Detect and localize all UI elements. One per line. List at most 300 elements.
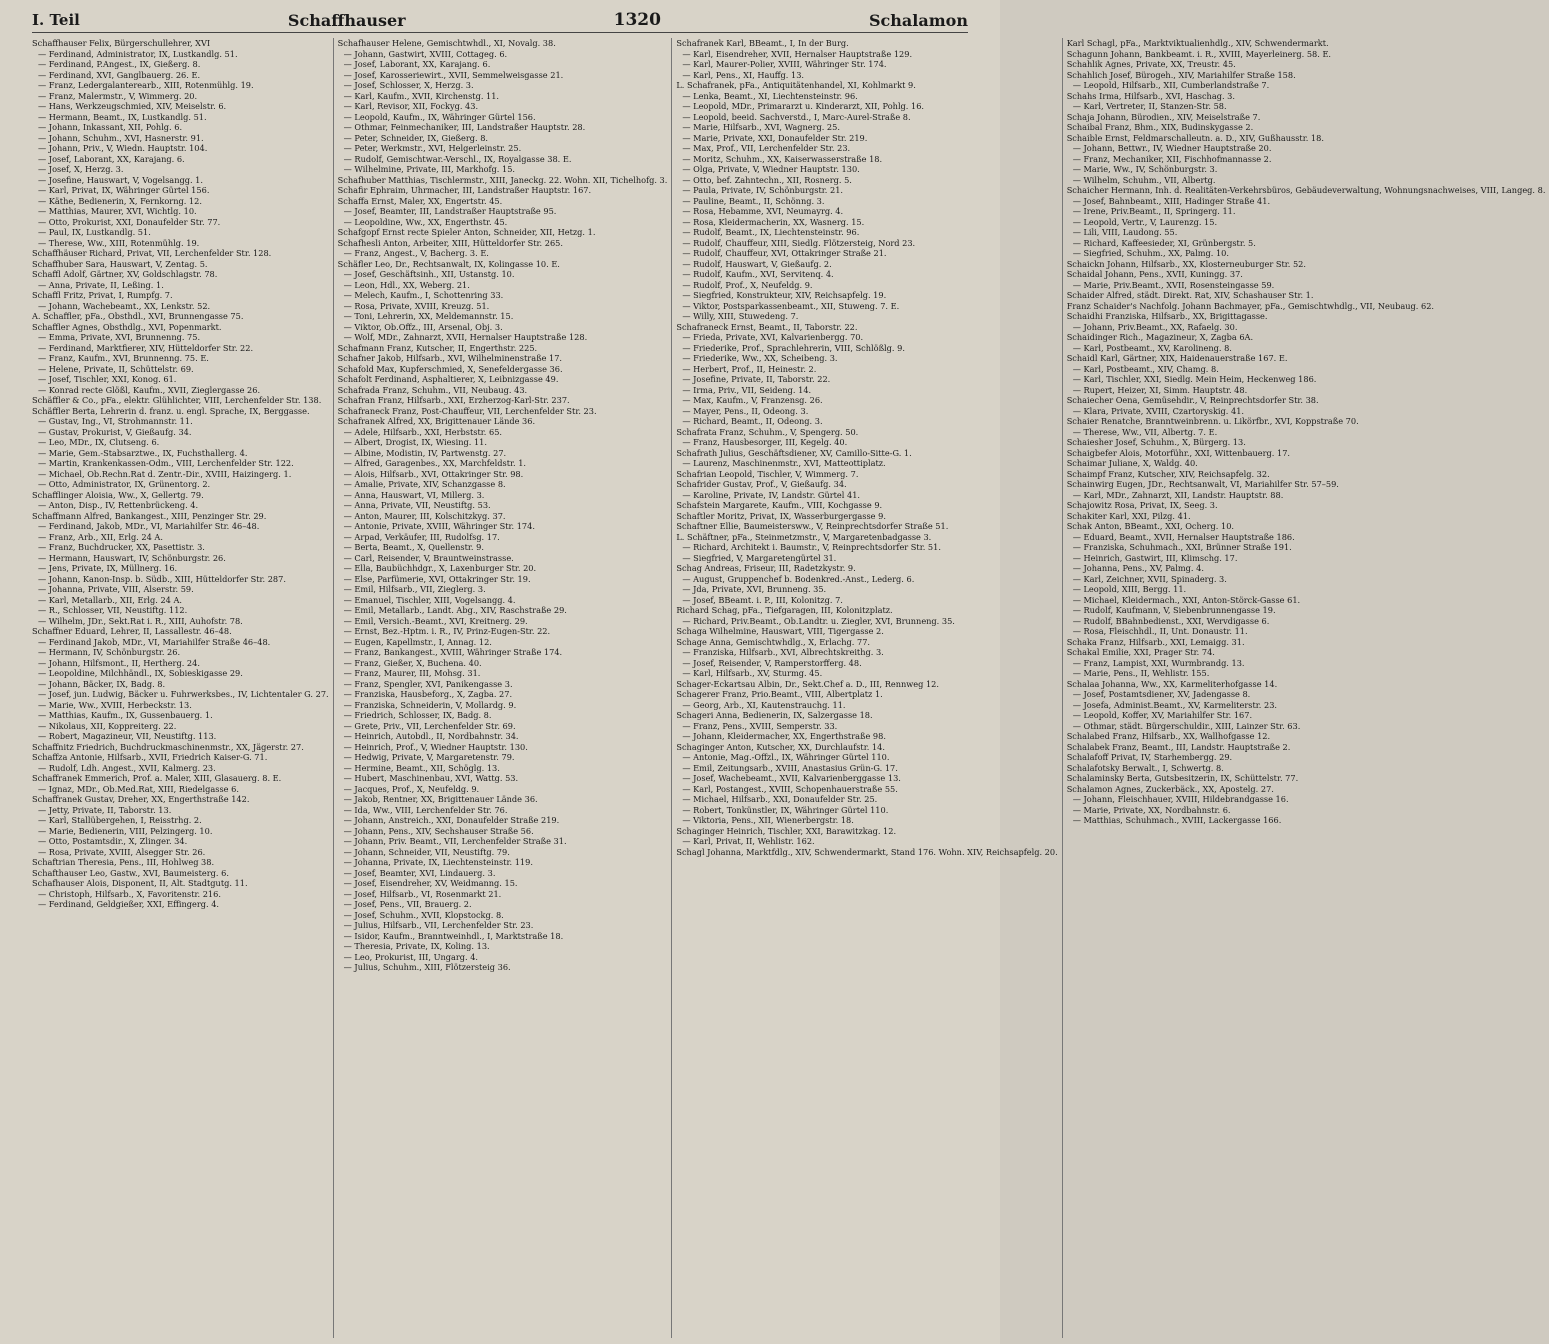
directory-entry: — Rudolf, Hauswart, V, Gießaufg. 2.	[682, 258, 832, 269]
directory-entry: — Franz, Pens., XVIII, Semperstr. 33.	[682, 720, 838, 731]
directory-entry: — Matthias, Schuhmach., XVIII, Lackergasse 166.	[1072, 815, 1282, 825]
directory-entry: — Robert, Tonkünstler, IX, Währinger Gürtel 110.	[682, 804, 889, 815]
directory-entry: Schalafotsky Berwalt., I, Schwertg. 8.	[1066, 762, 1224, 773]
directory-entry: — Franz, Malermstr., V, Wimmerg. 20.	[38, 90, 198, 101]
directory-entry: — Marie, Bedienerin, VIII, Pelzingerg. 10.	[38, 825, 213, 836]
directory-entry: Schalaa Johanna, Ww., XX, Karmeliterhofgasse 14.	[1066, 678, 1278, 689]
directory-entry: Schaffler Agnes, Obsthdlg., XVI, Popenmarkt.	[32, 321, 222, 332]
directory-entry: Schaffner Eduard, Lehrer, II, Lassallestr. 46–48.	[32, 626, 232, 636]
directory-entry: — Franziska, Schuhmach., XXI, Brünner Straße 191.	[1072, 542, 1292, 552]
directory-entry: Schagunn Johann, Bankbeamt. i. R., XVIII, Mayerleinerg. 58. E.	[1066, 48, 1332, 59]
directory-entry: — Siegfried, Schuhm., XX, Palmg. 10.	[1072, 248, 1229, 258]
directory-entry: — Ferdinand, Geldgießer, XXI, Effingerg. 4.	[38, 899, 220, 909]
part-label: I. Teil	[32, 11, 80, 29]
directory-entry: Schafhesli Anton, Arbeiter, XIII, Hütteldorfer Str. 265.	[337, 237, 563, 248]
directory-entry: — Viktor, Postsparkassenbeamt., XII, Stuweng. 7. E.	[682, 300, 900, 311]
directory-entry: — Franz, Kaufm., XVI, Brunnenng. 75. E.	[38, 353, 209, 363]
directory-entry: — Johanna, Pens., XV, Palmg. 4.	[1072, 563, 1204, 573]
directory-entry: Schaffl Adolf, Gärtner, XV, Goldschlagstr. 78.	[32, 269, 218, 279]
directory-entry: — Ferdinand Jakob, MDr., VI, Mariahilfer Straße 46–48.	[38, 636, 271, 647]
directory-entry: — Karl, Postbeamt., XIV, Chamg. 8.	[1072, 363, 1219, 374]
directory-entry: — Alois, Hilfsarb., XVI, Ottakringer Str. 98.	[343, 468, 524, 479]
directory-entry: Schaiecher Oena, Gemüsehdir., V, Reinprechtsdorfer Str. 38.	[1066, 395, 1319, 405]
directory-entry: — Antonie, Private, XVIII, Währinger Str. 174.	[343, 521, 535, 531]
directory-entry: — Karl, Postangest., XVIII, Schopenhauerstraße 55.	[682, 783, 898, 794]
directory-entry: — Johann, Bäcker, IX, Badg. 8.	[38, 678, 166, 689]
directory-entry: Schafflinger Aloisia, Ww., X, Gellertg. 79.	[32, 489, 204, 500]
directory-entry: — Therese, Ww., VII, Albertg. 7. E.	[1072, 426, 1218, 437]
directory-entry: — Karl, Zeichner, XVII, Spinaderg. 3.	[1072, 573, 1227, 584]
directory-entry: — Marie, Pens., II, Wehlistr. 155.	[1072, 668, 1210, 678]
directory-entry: — Franziska, Hausbeforg., X, Zagba. 27.	[343, 689, 513, 699]
directory-entry: — Moritz, Schuhm., XX, Kaiserwasserstraße 18.	[682, 153, 883, 164]
directory-entry: — Michael, Kleidermach., XXI, Anton-Störck-Gasse 61.	[1072, 594, 1301, 605]
directory-entry: — Jetty, Private, II, Taborstr. 13.	[38, 804, 172, 815]
directory-entry: — Olga, Private, V, Wiedner Hauptstr. 130.	[682, 164, 860, 174]
directory-entry: Schalabed Franz, Hilfsarb., XX, Wallhofgasse 12.	[1066, 731, 1271, 741]
directory-entry: — Otto, bef. Zahntechn., XII, Rosnerg. 5.	[682, 174, 852, 185]
directory-entry: — Johann, Inkassant, XII, Pohlg. 6.	[38, 122, 183, 132]
directory-entry: — Josef, Eisendreher, XV, Weidmanng. 15.	[343, 878, 518, 888]
directory-entry: — Otto, Administrator, IX, Grünentorg. 2.	[38, 479, 211, 489]
directory-entry: — Christoph, Hilfsarb., X, Favoritenstr. 216.	[38, 888, 221, 899]
directory-entry: — Arpad, Verkäufer, III, Rudolfsg. 17.	[343, 531, 500, 542]
directory-entry: Schaidal Johann, Pens., XVII, Kuningg. 37.	[1066, 269, 1243, 279]
directory-entry: — Eugen, Kapellmstr., I, Annag. 12.	[343, 636, 492, 647]
directory-entry: — Theresia, Private, IX, Koling. 13.	[343, 941, 490, 951]
directory-entry: Schahs Irma, Hilfsarb., XVI, Haschag. 3.	[1066, 90, 1235, 101]
directory-entry: — Johann, Anstreich., XXI, Donaufelder Straße 219.	[343, 815, 560, 825]
directory-entry: — Jacques, Prof., X, Neufeldg. 9.	[343, 783, 480, 794]
directory-entry: — Franz, Buchdrucker, XX, Pasettistr. 3.	[38, 542, 205, 552]
directory-entry: — Wilhelm, Schuhm., VII, Albertg.	[1072, 174, 1216, 185]
directory-entry: Schaffranek Gustav, Dreher, XX, Engerthstraße 142.	[32, 794, 250, 804]
directory-entry: Schafhauser Alois, Disponent, II, Alt. Stadtgutg. 11.	[32, 878, 248, 888]
directory-entry: — Othmar, städt. Bürgerschuldir., XIII, Lainzer Str. 63.	[1072, 720, 1301, 731]
directory-entry: — Marie, Ww., IV, Schönburgstr. 3.	[1072, 164, 1218, 174]
directory-entry: — Johanna, Private, VIII, Alserstr. 59.	[38, 584, 194, 594]
directory-entry: — Anna, Private, II, Leßing. 1.	[38, 279, 164, 290]
directory-entry: — Siegfried, Konstrukteur, XIV, Reichsapfelg. 19.	[682, 290, 887, 300]
directory-entry: — Emanuel, Tischler, XIII, Vogelsangg. 4.	[343, 594, 516, 605]
directory-entry: — Klara, Private, XVIII, Czartoryskig. 41.	[1072, 405, 1245, 416]
directory-entry: — Leopold, Vertr., V, Laurenzg. 15.	[1072, 216, 1218, 227]
directory-entry: — Julius, Schuhm., XIII, Flötzersteig 36.	[343, 962, 511, 972]
directory-entry: Schafgopf Ernst recte Spieler Anton, Schneider, XII, Hetzg. 1.	[337, 227, 596, 237]
directory-entry: L. Schafranek, pFa., Antiquitätenhandel, XI, Kohlmarkt 9.	[676, 80, 916, 90]
directory-entry: — Johann, Priv.Beamt., XX, Rafaelg. 30.	[1072, 321, 1238, 332]
directory-entry: Schaffhauser Felix, Bürgerschullehrer, XVI	[32, 38, 211, 48]
directory-entry: — Rosa, Hebamme, XVI, Neumayrg. 4.	[682, 206, 844, 216]
directory-entry: Schäfler Leo, Dr., Rechtsanwalt, IX, Kolingasse 10. E.	[337, 258, 560, 269]
directory-entry: — Leopoldine, Milchhändl., IX, Sobieskigasse 29.	[38, 668, 243, 678]
directory-entry: — Josef, Karosseriewirt., XVII, Semmelweisgasse 21.	[343, 69, 564, 80]
directory-entry: — Helene, Private, II, Schüttelstr. 69.	[38, 363, 194, 374]
directory-entry: — Else, Parfümerie, XVI, Ottakringer Str. 19.	[343, 573, 531, 584]
directory-entry: — Josef, Hilfsarb., VI, Rosenmarkt 21.	[343, 888, 502, 899]
directory-entry: — Robert, Magazineur, VII, Neustiftg. 113.	[38, 731, 217, 741]
directory-entry: — Hermine, Beamt., XII, Schöglg. 13.	[343, 762, 500, 773]
directory-entry: — Franz, Ledergalanterearb., XIII, Rotenmühlg. 19.	[38, 80, 254, 90]
directory-entry: — Jens, Private, IX, Müllnerg. 16.	[38, 563, 178, 573]
directory-entry: Schafolt Ferdinand, Asphaltierer, X, Leibnizgasse 49.	[337, 374, 559, 384]
directory-entry: — Marie, Private, XX, Nordbahnstr. 6.	[1072, 804, 1231, 815]
directory-entry: — Mayer, Pens., II, Odeong. 3.	[682, 405, 809, 416]
directory-entry: — Albert, Drogist, IX, Wiesing. 11.	[343, 437, 487, 447]
directory-entry: — Josefine, Private, II, Taborstr. 22.	[682, 374, 831, 384]
directory-entry: Schaffhuber Sara, Hauswart, V, Zentag. 5.	[32, 258, 208, 269]
directory-entry: — Johann, Wachebeamt., XX, Lenkstr. 52.	[38, 300, 211, 311]
directory-entry: — Johann, Hilfsmont., II, Hertherg. 24.	[38, 657, 200, 668]
directory-entry: — Marie, Ww., XVIII, Herbeckstr. 13.	[38, 699, 192, 710]
directory-entry: Schaickn Johann, Hilfsarb., XX, Klosterneuburger Str. 52.	[1066, 258, 1306, 269]
directory-entry: Schaibal Franz, Bhm., XIX, Budinskygasse 2.	[1066, 122, 1254, 132]
directory-entry: Schafrata Franz, Schuhm., V, Spengerg. 50.	[676, 426, 859, 437]
directory-entry: — Josef, Laborant, XX, Karajang. 6.	[38, 153, 185, 164]
directory-entry: — Ignaz, MDr., Ob.Med.Rat, XIII, Riedelgasse 6.	[38, 783, 239, 794]
directory-entry: — Leopold, Hilfsarb., XII, Cumberlandstraße 7.	[1072, 80, 1270, 90]
directory-entry: — Heinrich, Prof., V, Wiedner Hauptstr. 130.	[343, 741, 528, 752]
directory-entry: Schaicher Hermann, Inh. d. Realitäten-Verkehrsbüros, Gebäudeverwaltung, Wohnungsnachweises, VIII, Langeg. 8.	[1066, 185, 1546, 195]
directory-entry: — Gustav, Ing., VI, Strohmannstr. 11.	[38, 416, 193, 426]
directory-entry: Schaier Renatche, Branntweinbrenn. u. Likörfbr., XVI, Koppstraße 70.	[1066, 416, 1359, 426]
directory-entry: Schahlik Agnes, Private, XX, Treustr. 45.	[1066, 59, 1236, 69]
directory-entry: — Karl, Pens., XI, Hauffg. 13.	[682, 69, 804, 80]
directory-entry: Schafstein Margarete, Kaufm., VIII, Kochgasse 9.	[676, 500, 883, 510]
directory-entry: Schaigbefer Alois, Motorführ., XXI, Wittenbauerg. 17.	[1066, 447, 1291, 458]
directory-entry: — Albine, Modistin, IV, Partwenstg. 27.	[343, 447, 507, 458]
directory-entry: — Johann, Gastwirt, XVIII, Cottageg. 6.	[343, 48, 508, 59]
directory-entry: — Josef, Schlosser, X, Herzg. 3.	[343, 80, 474, 90]
directory-entry: — Josef, Reisender, V, Ramperstorfferg. 48.	[682, 657, 862, 668]
directory-entry: — Hedwig, Private, V, Margaretenstr. 79.	[343, 752, 515, 762]
directory-entry: — Josef, X, Herzg. 3.	[38, 164, 124, 174]
directory-entry: — R., Schlosser, VII, Neustiftg. 112.	[38, 605, 188, 615]
directory-entry: — Laurenz, Maschinenmstr., XVI, Matteottiplatz.	[682, 458, 886, 468]
directory-entry: — Karl, Hilfsarb., XV, Sturmg. 45.	[682, 668, 823, 678]
directory-entry: — Karl, Privat, II, Wehlistr. 162.	[682, 836, 815, 846]
directory-entry: — Rudolf, Beamt., IX, Liechtensteinstr. 96.	[682, 227, 860, 237]
directory-entry: Schagl Johanna, Marktfdlg., XIV, Schwendermarkt, Stand 176. Wohn. XIV, Reichsapfelg. 20.	[676, 846, 1058, 857]
directory-entry: — Rudolf, Chauffeur, XVI, Ottakringer Straße 21.	[682, 248, 887, 258]
directory-entry: — Emil, Metallarb., Landt. Abg., XIV, Raschstraße 29.	[343, 605, 567, 615]
directory-entry: — Ferdinand, XVI, Ganglbauerg. 26. E.	[38, 69, 201, 80]
directory-entry: — Josef, jun. Ludwig, Bäcker u. Fuhrwerksbes., IV, Lichtentaler G. 27.	[38, 689, 329, 699]
directory-entry: — Josef, Wachebeamt., XVII, Kalvarienberggasse 13.	[682, 773, 901, 783]
directory-entry: — Anton, Disp., IV, Rettenbrückeng. 4.	[38, 500, 199, 510]
directory-entry: Karl Schagl, pFa., Marktviktualienhdlg., XIV, Schwendermarkt.	[1066, 38, 1329, 48]
directory-entry: — Adele, Hilfsarb., XXI, Herbststr. 65.	[343, 426, 503, 437]
directory-entry: Schafrider Gustav, Prof., V, Gießaufg. 34.	[676, 479, 847, 489]
directory-entry: Schafhuber Matthias, Tischlermstr., XIII, Janeckg. 22. Wohn. XII, Tichelhofg. 3.	[337, 174, 668, 185]
directory-entry: — Ida, Ww., VIII, Lerchenfelder Str. 76.	[343, 804, 508, 815]
directory-entry: Richard Schag, pFa., Tiefgaragen, III, Kolonitzplatz.	[676, 605, 893, 615]
directory-entry: Schaffmann Alfred, Bankangest., XIII, Penzinger Str. 29.	[32, 510, 267, 521]
directory-entry: — Grete, Priv., VII, Lerchenfelder Str. 69.	[343, 720, 516, 731]
directory-entry: — Antonie, Mag.-Offzl., IX, Währinger Gürtel 110.	[682, 752, 890, 762]
directory-entry: — Heinrich, Autobdl., II, Nordbahnstr. 34.	[343, 731, 519, 741]
directory-entry: Schäffler Berta, Lehrerin d. franz. u. engl. Sprache, IX, Berggasse.	[32, 405, 310, 416]
directory-entry: — Richard, Priv.Beamt., Ob.Landtr. u. Ziegler, XVI, Brunneng. 35.	[682, 615, 955, 626]
directory-entry: Schafner Jakob, Hilfsarb., XVI, Wilhelminenstraße 17.	[337, 353, 563, 363]
directory-entry: — Ferdinand, Jakob, MDr., VI, Mariahilfer Str. 46–48.	[38, 521, 260, 531]
directory-entry: — Leopold, Koffer, XV, Mariahilfer Str. 167.	[1072, 710, 1253, 720]
directory-entry: — Franz, Spengler, XVI, Panikengasse 3.	[343, 678, 513, 689]
directory-entry: — Berta, Beamt., X, Quellenstr. 9.	[343, 542, 484, 552]
directory-entry: — Josef, Schuhm., XVII, Klopstockg. 8.	[343, 909, 504, 920]
directory-entry: — Karl, Vertreter, II, Stanzen-Str. 58.	[1072, 101, 1227, 111]
entry-columns	[32, 38, 1546, 1338]
directory-entry: — Matthias, Kaufm., IX, Gussenbauerg. 1.	[38, 710, 213, 720]
directory-entry: Schafir Ephraim, Uhrmacher, III, Landstraßer Hauptstr. 167.	[337, 185, 592, 195]
directory-entry: — Carl, Reisender, V, Brauntweinstrasse.	[343, 552, 514, 563]
column-3	[676, 38, 1062, 1338]
directory-entry: Schaiesher Josef, Schuhm., X, Bürgerg. 13.	[1066, 437, 1246, 447]
directory-entry: — Therese, Ww., XIII, Rotenmühlg. 19.	[38, 237, 200, 248]
directory-entry: — Franz, Arb., XII, Erlg. 24 A.	[38, 531, 163, 542]
directory-entry: — Johann, Schuhm., XVI, Hasnerstr. 91.	[38, 132, 204, 143]
directory-entry: Schafhauser Helene, Gemischtwhdl., XI, Novalg. 38.	[337, 38, 556, 48]
directory-entry: L. Schäftner, pFa., Steinmetzmstr., V, Margaretenbadgasse 3.	[676, 531, 932, 542]
directory-entry: Schage Anna, Gemischtwhdlg., X, Erlachg. 77.	[676, 636, 871, 647]
directory-entry: — Michael, Hilfsarb., XXI, Donaufelder Str. 25.	[682, 794, 878, 804]
directory-entry: — Anna, Private, VII, Neustiftg. 53.	[343, 500, 491, 510]
directory-entry: Schaider Alfred, städt. Direkt. Rat, XIV, Schashauser Str. 1.	[1066, 290, 1314, 300]
directory-entry: — Richard, Beamt., II, Odeong. 3.	[682, 416, 823, 426]
directory-entry: Schaidhi Franziska, Hilfsarb., XX, Brigittagasse.	[1066, 311, 1268, 321]
directory-entry: — Ella, Baubüchhdgr., X, Laxenburger Str. 20.	[343, 563, 537, 573]
directory-entry: — Josef, Geschäftsinh., XII, Ustanstg. 10.	[343, 269, 515, 279]
directory-entry: — Heinrich, Gastwirt, III, Klimschg. 17.	[1072, 552, 1238, 563]
directory-entry: Schalamon Agnes, Zuckerbäck., XX, Apostelg. 27.	[1066, 783, 1274, 794]
directory-entry: — Friedrich, Schlosser, IX, Badg. 8.	[343, 710, 492, 720]
directory-entry: — Georg, Arb., XI, Kautenstrauchg. 11.	[682, 699, 846, 710]
directory-entry: Schafranek Alfred, XX, Brigittenauer Lände 36.	[337, 416, 536, 426]
directory-entry: — Hermann, Hauswart, IV, Schönburgstr. 26.	[38, 552, 226, 563]
directory-entry: — Karl, Kaufm., XVII, Kirchenstg. 11.	[343, 90, 500, 101]
directory-entry: Schakal Emilie, XXI, Prager Str. 74.	[1066, 647, 1215, 657]
directory-entry: — Otto, Prokurist, XXI, Donaufelder Str. 77.	[38, 216, 221, 227]
directory-entry: Schaible Ernst, Feldmarschalleutn. a. D., XIV, Gußhausstr. 18.	[1066, 132, 1324, 143]
directory-entry: — Karl, Maurer-Polier, XVIII, Währinger Str. 174.	[682, 59, 887, 69]
directory-entry: Schafthauser Leo, Gastw., XVI, Baumeisterg. 6.	[32, 867, 229, 878]
directory-entry: — Josef, Tischler, XXI, Konog. 61.	[38, 374, 177, 384]
directory-entry: — Ferdinand, P.Angest., IX, Gießerg. 8.	[38, 59, 201, 69]
directory-entry: — Martin, Krankenkassen-Odm., VIII, Lerchenfelder Str. 122.	[38, 458, 294, 468]
directory-entry: — Anton, Maurer, III, Kolschitzkyg. 37.	[343, 510, 506, 521]
directory-entry: — Marie, Private, XXI, Donaufelder Str. 219.	[682, 132, 868, 143]
directory-entry: — Hans, Werkzeugschmied, XIV, Meiselstr. 6.	[38, 101, 227, 111]
directory-entry: — Karl, MDr., Zahnarzt, XII, Landstr. Hauptstr. 88.	[1072, 489, 1284, 500]
directory-entry: — Richard, Architekt i. Baumstr., V, Reinprechtsdorfer Str. 51.	[682, 542, 941, 552]
directory-entry: — Friederike, Ww., XX, Scheibeng. 3.	[682, 353, 838, 363]
directory-entry: — Käthe, Bedienerin, X, Fernkorng. 12.	[38, 195, 202, 206]
directory-entry: — Rudolf, Chauffeur, XIII, Siedlg. Flötzersteig, Nord 23.	[682, 237, 916, 248]
directory-entry: Schafold Max, Kupferschmied, X, Senefeldergasse 36.	[337, 363, 563, 374]
directory-entry: — Paula, Private, IV, Schönburgstr. 21.	[682, 185, 844, 195]
directory-entry: — Josef, BBeamt. i. P., III, Kolonitzg. 7.	[682, 594, 843, 605]
directory-entry: — Jda, Private, XVI, Brunneng. 35.	[682, 584, 827, 594]
directory-entry: Schafmann Franz, Kutscher, II, Engerthstr. 225.	[337, 342, 538, 353]
column-2	[338, 38, 673, 1338]
directory-entry: — Johann, Pens., XIV, Sechshauser Straße 56.	[343, 825, 534, 836]
directory-entry: — Rupert, Heizer, XI, Simm. Hauptstr. 48.	[1072, 384, 1248, 395]
directory-entry: — Lili, VIII, Laudong. 55.	[1072, 227, 1178, 237]
directory-entry: — Josef, Laborant, XX, Karajang. 6.	[343, 59, 491, 69]
directory-entry: — Wilhelm, JDr., Sekt.Rat i. R., XIII, Auhofstr. 78.	[38, 615, 243, 626]
directory-entry: — Marie, Gem.-Stabsarztwe., IX, Fuchsthallerg. 4.	[38, 447, 248, 458]
directory-entry: Schalaminsky Berta, Gutsbesitzerin, IX, Schüttelstr. 77.	[1066, 773, 1299, 783]
right-guide-word: Schalamon	[869, 10, 968, 30]
directory-entry: — Emil, Zeitungsarb., XVIII, Anastasius Grün-G. 17.	[682, 762, 898, 773]
left-guide-word: Schaffhauser	[287, 10, 406, 30]
directory-entry: — Josef, Bahnbeamt., XIII, Hadinger Straße 41.	[1072, 195, 1271, 206]
directory-entry: — Alfred, Garagenbes., XX, Marchfeldstr. 1.	[343, 458, 527, 468]
directory-entry: — Marie, Priv.Beamt., XVII, Rosensteingasse 59.	[1072, 279, 1275, 290]
directory-entry: — Ferdinand, Administrator, IX, Lustkandlg. 51.	[38, 48, 238, 59]
directory-entry: — Ernst, Bez.-Hptm. i. R., IV, Prinz-Eugen-Str. 22.	[343, 626, 551, 636]
directory-entry: Schaidinger Rich., Magazineur, X, Zagba 6A.	[1066, 332, 1254, 342]
directory-entry: Schafraneck Franz, Post-Chauffeur, VII, Lerchenfelder Str. 23.	[337, 405, 597, 416]
directory-entry: — Herbert, Prof., II, Heinestr. 2.	[682, 363, 817, 374]
directory-entry: — Franz, Hausbesorger, III, Kegelg. 40.	[682, 437, 848, 447]
directory-entry: — Marie, Hilfsarb., XVI, Wagnerg. 25.	[682, 122, 840, 132]
directory-entry: Schaginger Anton, Kutscher, XX, Durchlaufstr. 14.	[676, 741, 885, 752]
directory-entry: — Richard, Kaffeesieder, XI, Grünbergstr. 5.	[1072, 237, 1256, 248]
directory-entry: — Pauline, Beamt., II, Schönng. 3.	[682, 195, 825, 206]
directory-entry: Schaffl Fritz, Privat, I, Rumpfg. 7.	[32, 290, 173, 300]
directory-entry: — Karl, Eisendreher, XVII, Hernalser Hauptstraße 129.	[682, 48, 913, 59]
directory-entry: — Johann, Kanon-Insp. b. Südb., XIII, Hütteldorfer Str. 287.	[38, 573, 286, 584]
directory-entry: — Gustav, Prokurist, V, Gießaufg. 34.	[38, 426, 192, 437]
directory-entry: Schageri Anna, Bedienerin, IX, Salzergasse 18.	[676, 710, 873, 720]
directory-entry: Schalabek Franz, Beamt., III, Landstr. Hauptstraße 2.	[1066, 741, 1291, 752]
directory-entry: — Max, Prof., VII, Lerchenfelder Str. 23.	[682, 143, 851, 153]
directory-entry: Schak Anton, BBeamt., XXI, Ocherg. 10.	[1066, 521, 1234, 531]
directory-entry: Schaffnitz Friedrich, Buchdruckmaschinenmstr., XX, Jägerstr. 27.	[32, 741, 304, 752]
directory-entry: — August, Gruppenchef b. Bodenkred.-Anst., Lederg. 6.	[682, 573, 915, 584]
directory-entry: Schäffler & Co., pFa., elektr. Glühlichter, VIII, Lerchenfelder Str. 138.	[32, 395, 322, 405]
directory-entry: A. Schaffler, pFa., Obsthdl., XVI, Brunnengasse 75.	[32, 311, 244, 321]
directory-entry: — Rosa, Private, XVIII, Kreuzg. 51.	[343, 300, 490, 311]
directory-entry: — Rudolf, Kaufm., XVI, Servitenq. 4.	[682, 269, 834, 279]
directory-entry: — Eduard, Beamt., XVII, Hernalser Hauptstraße 186.	[1072, 531, 1295, 542]
directory-entry: — Franz, Lampist, XXI, Wurmbrandg. 13.	[1072, 657, 1245, 668]
directory-entry: Schagerer Franz, Prio.Beamt., VIII, Albertplatz 1.	[676, 689, 883, 699]
directory-entry: — Hermann, IV, Schönburgstr. 26.	[38, 647, 181, 657]
directory-entry: — Johann, Priv. Beamt., VII, Lerchenfelder Straße 31.	[343, 836, 567, 846]
directory-entry: — Rosa, Kleidermacherin, XX, Wasnerg. 15.	[682, 216, 865, 227]
directory-entry: — Willy, XIII, Stuwedeng. 7.	[682, 311, 799, 321]
directory-entry: Schaffa Ernst, Maler, XX, Engertstr. 45.	[337, 195, 503, 206]
directory-entry: — Wolf, MDr., Zahnarzt, XVII, Hernalser Hauptstraße 128.	[343, 332, 588, 342]
directory-entry: Schakiter Karl, XXI, Pilzg. 41.	[1066, 510, 1191, 521]
directory-entry: — Max, Kaufm., V, Franzensg. 26.	[682, 395, 823, 405]
directory-entry: Schaftner Ellie, Baumeistersww., V, Reinprechtsdorfer Straße 51.	[676, 521, 949, 531]
directory-entry: Schaka Franz, Hilfsarb., XXI, Lemaigg. 31.	[1066, 636, 1245, 647]
directory-entry: — Viktoria, Pens., XII, Wienerbergstr. 18.	[682, 815, 854, 825]
directory-entry: — Rudolf, Kaufmann, V, Siebenbrunnengasse 19.	[1072, 605, 1276, 615]
directory-entry: Franz Schaider's Nachfolg. Johann Bachmayer, pFa., Gemischtwhdlg., VII, Neubaug. 62.	[1066, 300, 1435, 311]
directory-entry: — Melech, Kaufm., I, Schottenring 33.	[343, 290, 504, 300]
directory-entry: Schaffhäuser Richard, Privat, VII, Lerchenfelder Str. 128.	[32, 248, 272, 258]
directory-entry: — Peter, Werkmstr., XVI, Helgerleinstr. 25.	[343, 143, 522, 153]
directory-entry: Schag Andreas, Friseur, III, Radetzkystr. 9.	[676, 563, 856, 573]
directory-entry: — Josefine, Hauswart, V, Vogelsangg. 1.	[38, 174, 203, 185]
directory-entry: — Othmar, Feinmechaniker, III, Landstraßer Hauptstr. 28.	[343, 122, 586, 132]
directory-entry: Schaja Johann, Bürodien., XIV, Meiselstraße 7.	[1066, 111, 1261, 122]
directory-entry: Schainwirg Eugen, JDr., Rechtsanwalt, VI, Mariahilfer Str. 57–59.	[1066, 479, 1339, 489]
directory-entry: — Toni, Lehrerin, XX, Meldemannstr. 15.	[343, 311, 514, 321]
directory-entry: — Leopoldine, Ww., XX, Engerthstr. 45.	[343, 216, 508, 227]
directory-entry: — Viktor, Ob.Offz., III, Arsenal, Obj. 3.	[343, 321, 503, 332]
directory-entry: Schafraneck Ernst, Beamt., II, Taborstr. 22.	[676, 321, 858, 332]
directory-entry: Schafrada Franz, Schuhm., VII, Neubaug. 43.	[337, 384, 528, 395]
directory-entry: — Karl, Postbeamt., XV, Karolineng. 8.	[1072, 342, 1232, 353]
directory-entry: — Johanna, Private, IX, Liechtensteinstr. 119.	[343, 857, 533, 867]
directory-entry: — Leopold, MDr., Primararzt u. Kinderarzt, XII, Pohlg. 16.	[682, 101, 925, 111]
directory-entry: Schajowitz Rosa, Privat, IX, Seeg. 3.	[1066, 500, 1218, 510]
directory-entry: Schafrath Julius, Geschäftsdiener, XV, Camillo-Sitte-G. 1.	[676, 447, 912, 458]
directory-entry: Schafranek Karl, BBeamt., I, In der Burg.	[676, 38, 849, 48]
directory-entry: — Karl, Tischler, XXI, Siedlg. Mein Heim, Heckenweg 186.	[1072, 374, 1317, 384]
directory-entry: Schaimpf Franz, Kutscher, XIV, Reichsapfelg. 32.	[1066, 468, 1270, 479]
directory-entry: — Leopold, beeid. Sachverstd., I, Marc-Aurel-Straße 8.	[682, 111, 911, 122]
column-1	[32, 38, 334, 1338]
directory-entry: — Johann, Kleidermacher, XX, Engerthstraße 98.	[682, 731, 886, 741]
directory-entry: Schaimar Juliane, X, Waldg. 40.	[1066, 458, 1198, 468]
directory-entry: — Leon, Hdl., XX, Weberg. 21.	[343, 279, 470, 290]
directory-entry: Schaftrian Theresia, Pens., III, Hohlweg 38.	[32, 857, 215, 867]
directory-entry: — Lenka, Beamt., XI, Liechtensteinstr. 96.	[682, 90, 858, 101]
directory-entry: — Johann, Bettwr., IV, Wiedner Hauptstraße 20.	[1072, 143, 1272, 153]
directory-entry: — Josef, Pens., VII, Brauerg. 2.	[343, 899, 472, 909]
directory-entry: — Rosa, Fleischhdl., II, Unt. Donaustr. 11.	[1072, 626, 1248, 636]
directory-entry: Schalafoff Privat, IV, Starhembergg. 29.	[1066, 752, 1233, 762]
page-header	[32, 8, 968, 33]
directory-entry: — Franz, Mechaniker, XII, Fischhofmannasse 2.	[1072, 153, 1272, 164]
directory-entry: — Anna, Hauswart, VI, Millerg. 3.	[343, 489, 485, 500]
directory-entry: — Konrad recte Glößl, Kaufm., XVII, Zieglergasse 26.	[38, 384, 261, 395]
directory-entry: Schager-Eckartsau Albin, Dr., Sekt.Chef a. D., III, Rennweg 12.	[676, 678, 939, 689]
directory-entry: — Rosa, Private, XVIII, Alsegger Str. 26.	[38, 846, 206, 857]
directory-entry: — Matthias, Maurer, XVI, Wichtlg. 10.	[38, 206, 197, 216]
directory-entry: — Rudolf, Ldh. Angest., XVII, Kalmerg. 23.	[38, 762, 216, 773]
directory-entry: — Karl, Stallübergehen, I, Reisstrhg. 2.	[38, 815, 202, 825]
directory-entry: — Johann, Fleischhauer, XVIII, Hildebrandgasse 16.	[1072, 794, 1289, 804]
directory-entry: — Isidor, Kaufm., Branntweinhdl., I, Marktstraße 18.	[343, 930, 564, 941]
directory-entry: — Franziska, Hilfsarb., XVI, Albrechtskreithg. 3.	[682, 647, 884, 657]
directory-entry: — Amalie, Private, XIV, Schanzgasse 8.	[343, 479, 506, 489]
directory-entry: Schaginger Heinrich, Tischler, XXI, Barawitzkag. 12.	[676, 825, 897, 836]
directory-entry: — Ferdinand, Marktfierer, XIV, Hütteldorfer Str. 22.	[38, 342, 254, 353]
directory-entry: Schaftler Moritz, Privat, IX, Wasserburgergasse 9.	[676, 510, 886, 521]
directory-entry: — Leo, Prokurist, III, Ungarg. 4.	[343, 951, 479, 962]
directory-entry: — Rudolf, Gemischtwar.-Verschl., IX, Royalgasse 38. E.	[343, 153, 572, 164]
directory-entry: — Peter, Schneider, IX, Gießerg. 8.	[343, 132, 489, 143]
directory-entry: Schafrian Leopold, Tischler, V, Wimmerg. 7.	[676, 468, 859, 479]
directory-entry: — Hermann, Beamt., IX, Lustkandlg. 51.	[38, 111, 207, 122]
directory-entry: — Josefa, Administ.Beamt., XV, Karmeliterstr. 23.	[1072, 699, 1278, 710]
directory-entry: Schafran Franz, Hilfsarb., XXI, Erzherzog-Karl-Str. 237.	[337, 395, 570, 405]
directory-entry: — Siegfried, V, Margaretengürtel 31.	[682, 552, 837, 563]
directory-entry: Schaidl Karl, Gärtner, XIX, Haidenauerstraße 167. E.	[1066, 353, 1288, 363]
directory-entry: — Irma, Priv., VII, Seideng. 14.	[682, 384, 812, 395]
directory-entry: — Michael, Ob.Rechn.Rat d. Zentr.-Dir., XVIII, Haizingerg. 1.	[38, 468, 292, 479]
directory-entry: — Franz, Angest., V, Bacherg. 3. E.	[343, 248, 489, 258]
directory-entry: — Karl, Revisor, XII, Fockyg. 43.	[343, 101, 479, 111]
directory-entry: — Hubert, Maschinenbau, XVI, Wattg. 53.	[343, 773, 519, 783]
